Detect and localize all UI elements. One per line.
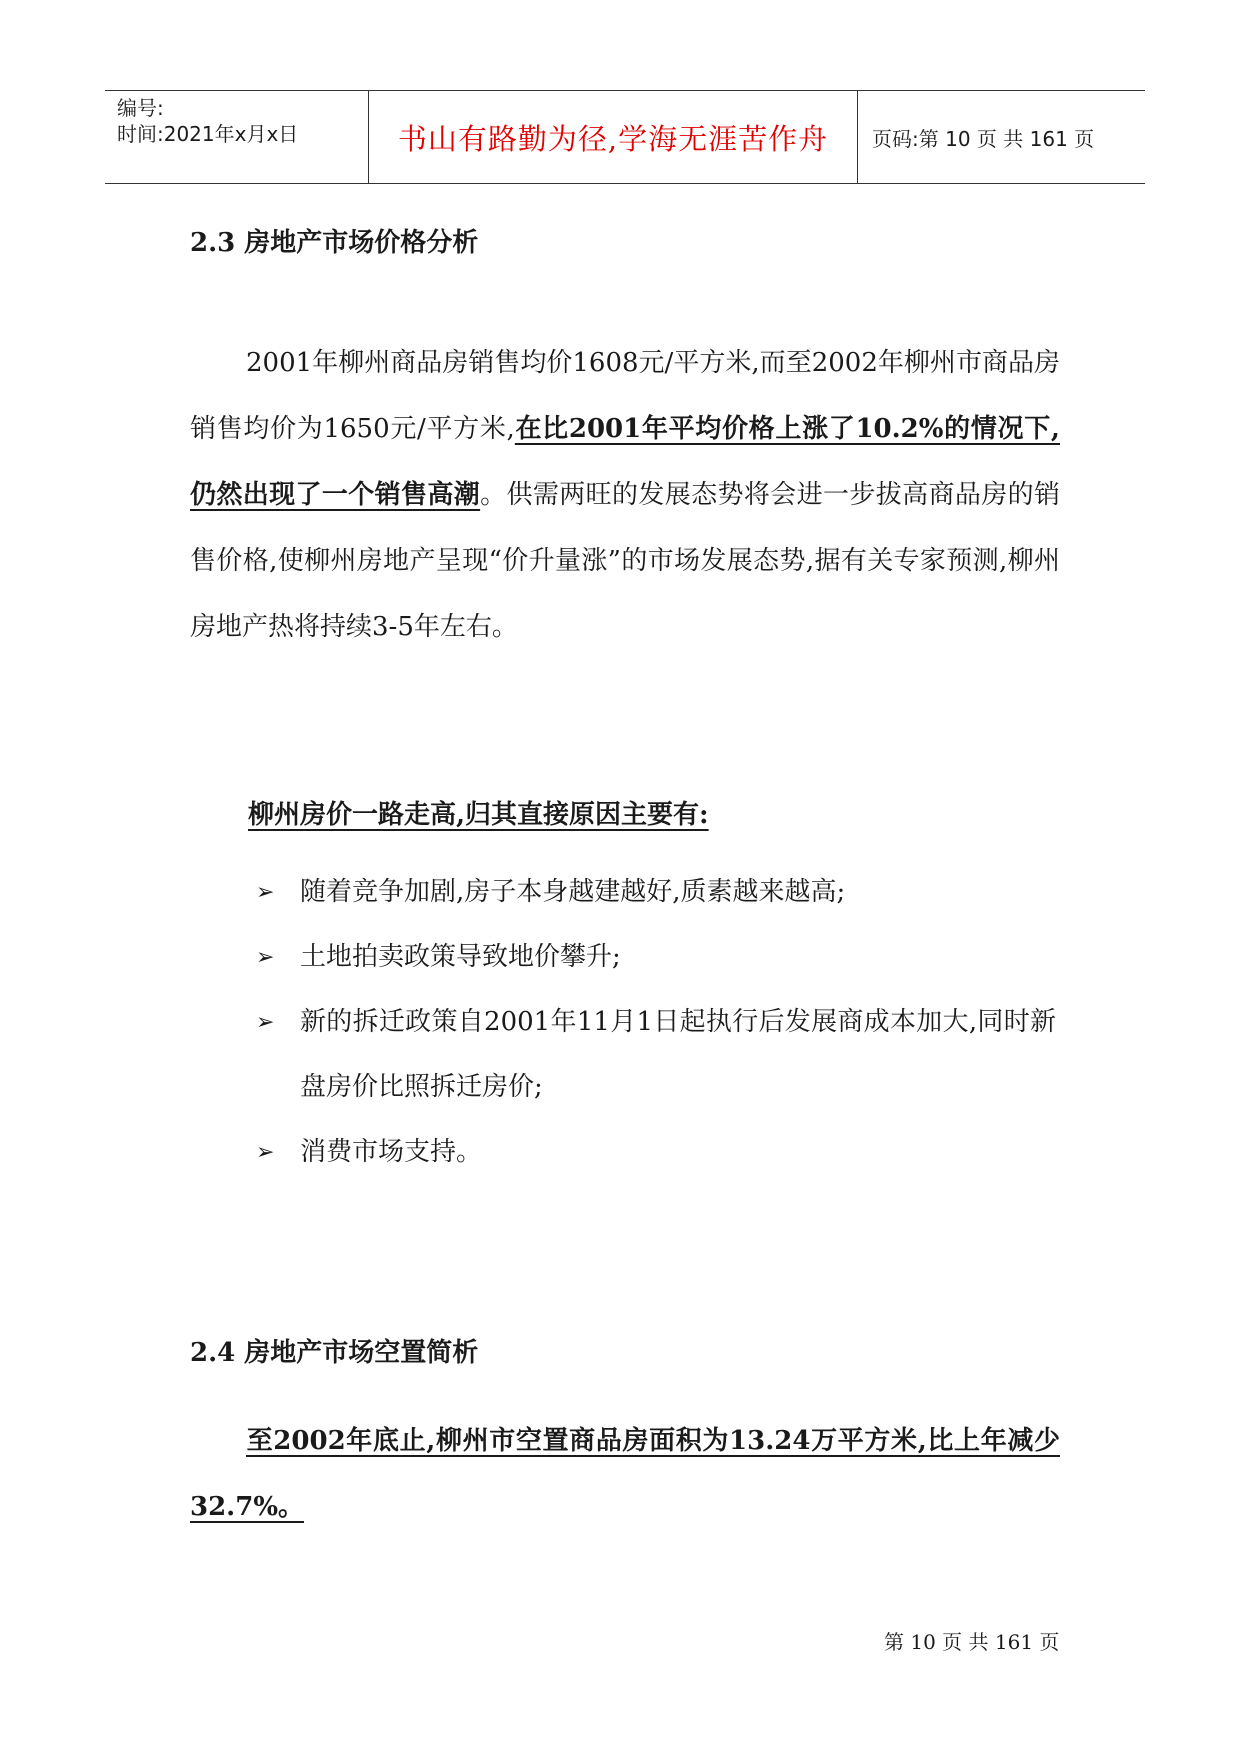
- section-2-3-title: 2.3 房地产市场价格分析: [190, 228, 479, 258]
- page-header: [105, 90, 1145, 184]
- reasons-title: 柳州房价一路走高,归其直接原因主要有:: [248, 800, 709, 830]
- header-meta: [105, 91, 369, 183]
- section-2-4-title: 2.4 房地产市场空置简析: [190, 1338, 479, 1368]
- number-label: 编号:: [117, 96, 164, 120]
- header-motto: 书山有路勤为径,学海无涯苦作舟: [369, 91, 858, 183]
- list-item: ➢ 新的拆迁政策自2001年11月1日起执行后发展商成本加大,同时新盘房价比照拆迁房价;: [256, 990, 1056, 1120]
- arrow-bullet-icon: ➢: [256, 1140, 275, 1165]
- header-page-info: 页码:第 10 页 共 161 页: [872, 126, 1095, 151]
- arrow-bullet-icon: ➢: [256, 880, 275, 905]
- paragraph-emphasis: 在比2001年平均价格上涨了10.2%的情况下,仍然出现了一个销售高潮: [190, 414, 1060, 510]
- section-2-4-paragraph: [190, 1408, 1060, 1540]
- list-item: ➢ 土地拍卖政策导致地价攀升;: [256, 925, 1056, 990]
- section-2-3-paragraph: [190, 330, 1060, 660]
- arrow-bullet-icon: ➢: [256, 945, 275, 970]
- paragraph-text-start: 2001年柳州商品房销售均价1608元/平方米,而至2002年柳州市商品房销售均价为1650元/平方米,: [190, 348, 1060, 444]
- page-footer: 第 10 页 共 161 页: [884, 1630, 1060, 1654]
- reasons-list: [256, 860, 1056, 1185]
- paragraph-text-end: 。供需两旺的发展态势将会进一步拔高商品房的销售价格,使柳州房地产呈现“价升量涨”的市场发展态势,据有关专家预测,柳州房地产热将持续3-5年左右。: [190, 480, 1060, 642]
- paragraph-emphasis: 至2002年底止,柳州市空置商品房面积为13.24万平方米,比上年减少32.7%。: [190, 1426, 1060, 1522]
- time-label: 时间:2021年x月x日: [117, 122, 299, 146]
- list-item: ➢ 消费市场支持。: [256, 1120, 1056, 1185]
- list-item: ➢ 随着竞争加剧,房子本身越建越好,质素越来越高;: [256, 860, 1056, 925]
- arrow-bullet-icon: ➢: [256, 1010, 275, 1035]
